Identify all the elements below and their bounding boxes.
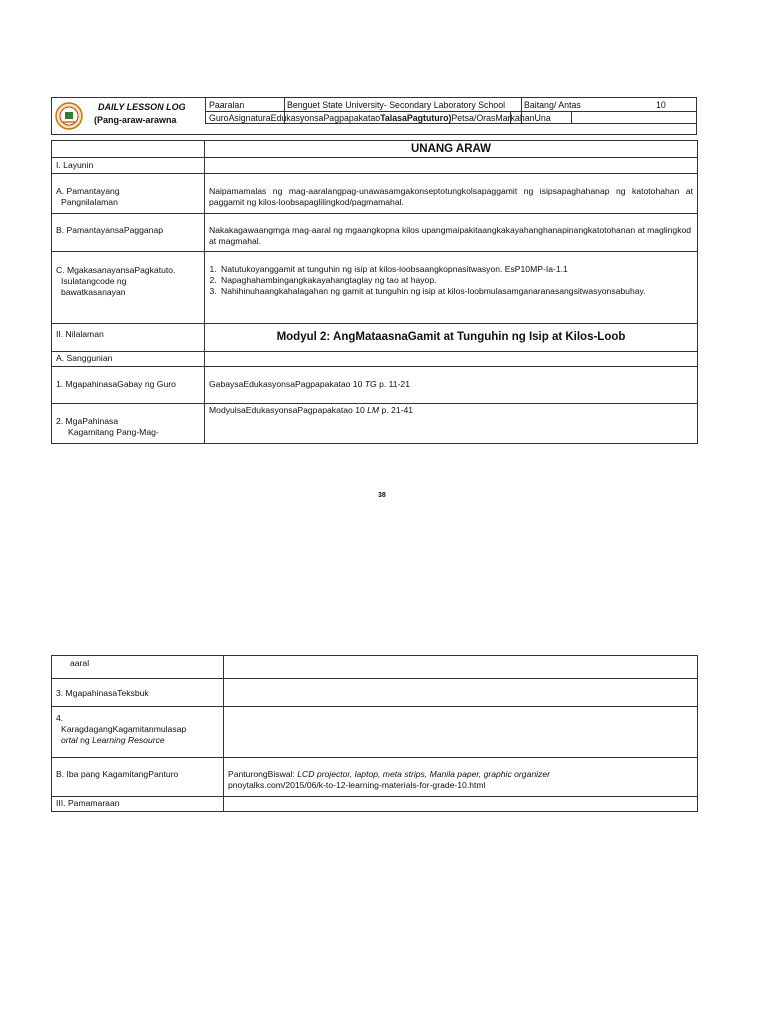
label-line	[56, 735, 219, 746]
asignatura-value: EdukasyonsaPagpapakatao	[270, 113, 381, 123]
label-line: 4.	[56, 713, 64, 723]
mgakasanayan-value	[205, 252, 698, 324]
text-run: LCD projector, laptop, meta strips, Manila paper, graphic organizer	[297, 769, 550, 779]
layunin-label: I. Layunin	[52, 158, 205, 174]
text-run: p. 11-21	[376, 379, 410, 389]
divider	[205, 111, 696, 112]
lesson-table-continued	[51, 655, 698, 812]
markahan-label: Markahan	[495, 113, 535, 123]
school-seal-icon	[54, 100, 84, 132]
resource-link[interactable]: pnoytalks.com/2015/06/k-to-12-learning-materials-for-grade-10.html	[228, 780, 486, 790]
label-line: Pangnilalaman	[61, 197, 118, 207]
empty-cell	[205, 158, 698, 174]
lesson-table	[51, 140, 698, 444]
label-line: A. Pamantayang	[56, 186, 120, 196]
pamantayang-pangnilalaman-value: Naipamamalas ng mag-aaralangpag-unawasamgakonseptotungkolsapaggamit ng isipsapaghahanap ng katotohahan at paggamit ng kilos-loobsapaglilingkod/pagmamahal.	[205, 174, 698, 214]
text-run: GabaysaEdukasyonsaPagpapakatao 10	[209, 379, 365, 389]
text-run: TG	[364, 379, 377, 389]
text-run: ng	[77, 735, 93, 745]
asignatura-label: Asignatura	[228, 113, 271, 123]
header-block	[51, 97, 697, 135]
label-line: 2. MgaPahinasa	[56, 416, 119, 426]
pamantayan-pagganap-value: Nakakagawaangmga mag-aaral ng mgaangkopna kilos upangmaipakitaangkakayahanghanapinangkatotohanan at maglingkod at magmahal.	[205, 214, 698, 252]
label-line: C. MgakasanayansaPagkatuto.	[56, 265, 176, 275]
empty-cell	[205, 352, 698, 367]
text-run: Learning Resource	[92, 735, 165, 745]
empty-cell	[224, 707, 698, 758]
label-line: Isulatangcode ng	[61, 276, 127, 286]
divider	[205, 123, 696, 124]
text-run: LM	[367, 405, 380, 415]
empty-cell	[224, 679, 698, 707]
divider	[571, 111, 572, 124]
label-line: KaragdagangKagamitanmulasap	[61, 724, 187, 734]
mgakasanayan-label	[52, 252, 205, 324]
mgakasanayan-list	[209, 264, 693, 297]
school-name: Benguet State University- Secondary Laboratory School	[287, 100, 506, 110]
dll-sublabel: (Pang-araw-arawna	[94, 115, 177, 125]
talasa-label: TalasaPagtuturo)	[380, 113, 452, 123]
page-number: 38	[378, 492, 386, 499]
petsa-label: Petsa/Oras	[451, 113, 496, 123]
iba-pang-kagamitang-value	[224, 758, 698, 797]
label-line: bawatkasanayan	[61, 287, 126, 297]
gabay-value	[205, 367, 698, 404]
teksbuk-label: 3. MgapahinasaTeksbuk	[52, 679, 224, 707]
baitang-label: Baitang/ Antas	[524, 100, 581, 110]
text-run: PanturongBiswal:	[228, 769, 298, 779]
gabay-label: 1. MgapahinasaGabay ng Guro	[52, 367, 205, 404]
list-item: 2. Napaghahambingangkakayahangtaglay ng tao at hayop.	[219, 275, 693, 286]
pamamaraan-label: III. Pamamaraan	[52, 797, 224, 812]
pamantayan-pagganap-label: B. PamantayansaPagganap	[52, 214, 205, 252]
value-line	[228, 769, 693, 780]
karagdagang-label	[52, 707, 224, 758]
guro-label: Guro	[209, 113, 229, 123]
iba-pang-kagamitang-label: B. Iba pang KagamitangPanturo	[52, 758, 224, 797]
kagamitang-value	[205, 404, 698, 444]
empty-cell	[224, 797, 698, 812]
text-run: ModyulsaEdukasyonsaPagpapakatao 10	[209, 405, 368, 415]
markahan-value: Una	[534, 113, 551, 123]
sanggunian-label: A. Sanggunian	[52, 352, 205, 367]
empty-cell	[52, 141, 205, 158]
text-run: ortal	[61, 735, 78, 745]
list-item: 1. Natutukoyanggamit at tunguhin ng isip at kilos-loobsaangkopnasitwasyon. EsP10MP-Ia-1.1	[219, 264, 693, 275]
text-run: p. 21-41	[379, 405, 414, 415]
label-line: Kagamitang Pang-Mag-	[68, 427, 159, 437]
list-item: 3. Nahihinuhaangkahalagahan ng gamit at tunguhin ng isip at kilos-loobmulasamganaranasangsitwasyonsabuhay.	[219, 286, 693, 297]
paaralan-label: Paaralan	[209, 100, 245, 110]
kagamitang-label	[52, 404, 205, 444]
day-title: UNANG ARAW	[205, 141, 698, 158]
dll-label: DAILY LESSON LOG	[98, 102, 186, 112]
empty-cell	[224, 656, 698, 679]
nilalaman-label: II. Nilalaman	[52, 324, 205, 352]
guro-row	[209, 113, 551, 123]
baitang-value: 10	[656, 100, 666, 110]
nilalaman-value: Modyul 2: AngMataasnaGamit at Tunguhin ng Isip at Kilos-Loob	[205, 324, 698, 352]
pamantayang-pangnilalaman-label	[52, 174, 205, 214]
aaral-label: aaral	[52, 656, 224, 679]
